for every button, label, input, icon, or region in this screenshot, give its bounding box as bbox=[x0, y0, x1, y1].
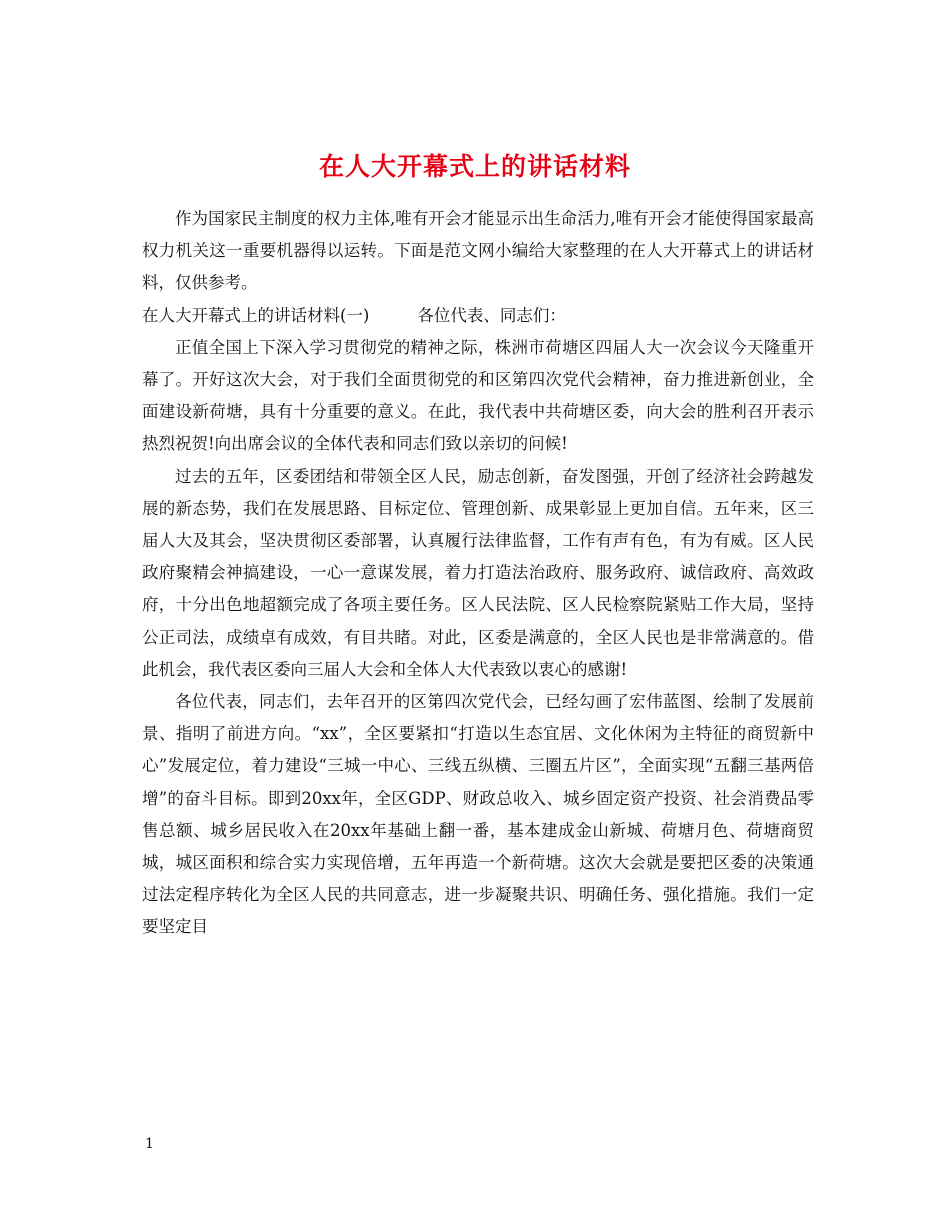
document-body bbox=[142, 203, 814, 944]
body-paragraph-3: 各位代表，同志们，去年召开的区第四次党代会，已经勾画了宏伟蓝图、绘制了发展前景、指明了前进方向。“xx”，全区要紧扣“打造以生态宜居、文化休闲为主特征的商贸新中心”发展定位，着力建设“三城一中心、三线五纵横、三圈五片区”，全面实现“五翻三基两倍增”的奋斗目标。即到20xx年，全区GDP、财政总收入、城乡固定资产投资、社会消费品零售总额、城乡居民收入在20xx年基础上翻一番，基本建成金山新城、荷塘月色、荷塘商贸城，城区面积和综合实力实现倍增，五年再造一个新荷塘。这次大会就是要把区委的决策通过法定程序转化为全区人民的共同意志，进一步凝聚共识、明确任务、强化措施。我们一定要坚定目 bbox=[142, 692, 814, 937]
salutation: 各位代表、同志们： bbox=[417, 305, 566, 325]
page-number: 1 bbox=[145, 1136, 154, 1152]
body-paragraph-2: 过去的五年，区委团结和带领全区人民，励志创新，奋发图强，开创了经济社会跨越发展的新态势，我们在发展思路、目标定位、管理创新、成果彰显上更加自信。五年来，区三届人大及其会，坚决贯彻区委部署，认真履行法律监督，工作有声有色，有为有威。区人民政府聚精会神搞建设，一心一意谋发展，着力打造法治政府、服务政府、诚信政府、高效政府，十分出色地超额完成了各项主要任务。区人民法院、区人民检察院紧贴工作大局，坚持公正司法，成绩卓有成效，有目共睹。对此，区委是满意的，全区人民也是非常满意的。借此机会，我代表区委向三届人大会和全体人大代表致以衷心的感谢! bbox=[142, 466, 814, 679]
intro-paragraph: 作为国家民主制度的权力主体,唯有开会才能显示出生命活力,唯有开会才能使得国家最高权力机关这一重要机器得以运转。下面是范文网小编给大家整理的在人大开幕式上的讲话材料，仅供参考。 bbox=[142, 209, 814, 293]
document-title: 在人大开幕式上的讲话材料 bbox=[318, 151, 631, 181]
body-paragraph-1: 正值全国上下深入学习贯彻党的精神之际，株洲市荷塘区四届人大一次会议今天隆重开幕了。开好这次大会，对于我们全面贯彻党的和区第四次党代会精神，奋力推进新创业，全面建设新荷塘，具有十分重要的意义。在此，我代表中共荷塘区委，向大会的胜利召开表示热烈祝贺!向出席会议的全体代表和同志们致以亲切的问候! bbox=[142, 337, 814, 454]
section-heading-line bbox=[142, 300, 814, 332]
section-heading: 在人大开幕式上的讲话材料(一) bbox=[142, 305, 370, 325]
